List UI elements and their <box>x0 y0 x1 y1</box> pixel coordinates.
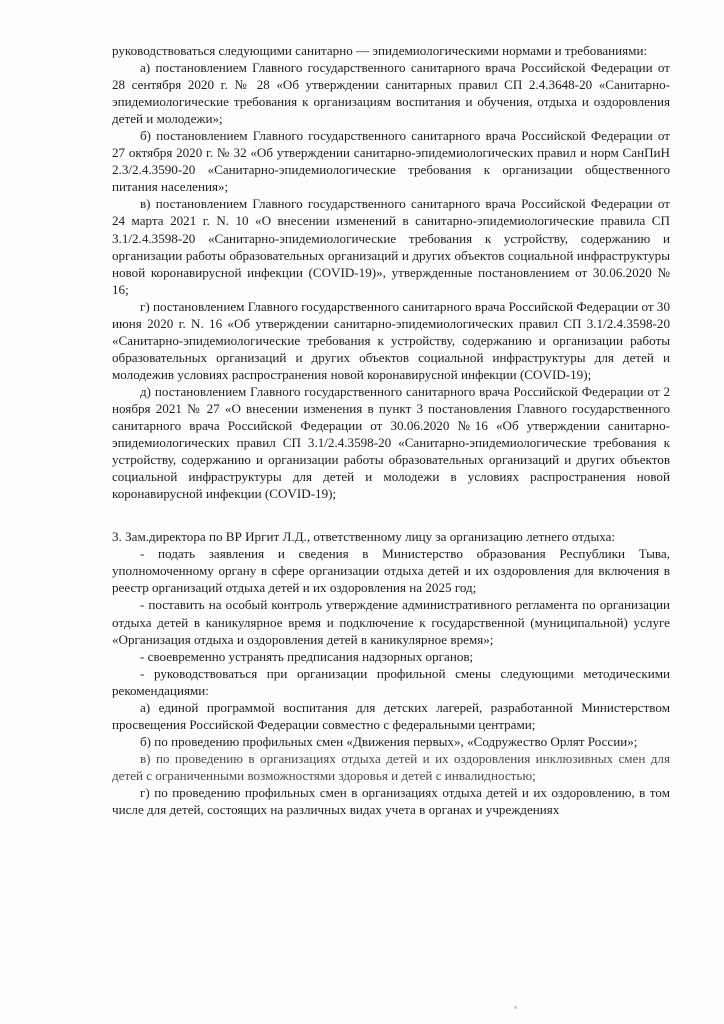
paragraph-intro: руководствоваться следующими санитарно — эпидемиологическими нормами и требованиями: <box>112 43 648 58</box>
item-fix-orders: - своевременно устранять предписания надзорных органов; <box>140 648 474 664</box>
paragraph-a: а) постановлением Главного государственного санитарного врача Российской Федерации от 28 сентября 2020 г. № 28 «Об утверждении санитарных правил СП 2.4.3648-20 «Санитарно-эпидемиологические требования к организациям воспитания и обучения, отдыха и оздоровления детей и молодежи»; <box>112 60 670 127</box>
guideline-b: б) по проведению профильных смен «Движения первых», «Содружество Орлят России»; <box>140 733 638 749</box>
paragraph-d: д) постановлением Главного государственного санитарного врача Российской Федерации от 2 ноября 2021 № 27 «О внесении изменения в пункт 3 постановления Главного государственного санитарного врача Российской Федерации от 30.06.2020 №16 «Об утверждении санитарно-эпидемиологических правил СП 3.1/2.4.3598-20 «Санитарно-эпидемиологические требования к устройству, содержанию и организации работы образовательных организаций и других объектов социальной инфраструктуры для детей и молодежи в условиях распространения новой коронавирусной инфекции (COVID-19); <box>112 383 670 502</box>
section-3-heading: 3. Зам.директора по ВР Иргит Л.Д., ответственному лицу за организацию летнего отдыха: <box>112 529 616 545</box>
paragraph-b: б) постановлением Главного государственного санитарного врача Российской Федерации от 27 октября 2020 г. № 32 «Об утверждении санитарно-эпидемиологических правил и норм СанПиН 2.3/2.4.3590-20 «Санитарно-эпидемиологические требования к организации общественного питания населения»; <box>112 128 670 195</box>
section-gap <box>112 502 670 528</box>
guideline-a: а) единой программой воспитания для детских лагерей, разработанной Министерством просвещения Российской Федерации совместно с федеральными центрами; <box>112 699 670 732</box>
guideline-v: в) по проведению в организациях отдыха детей и их оздоровления инклюзивных смен для детей с ограниченными возможностями здоровья и детей с инвалидностью; <box>112 750 670 783</box>
item-submit-applications: - подать заявления и сведения в Министерство образования Республики Тыва, уполномоченному органу в сфере организации отдыха детей и их оздоровления для включения в реестр организаций отдыха детей и их оздоровления на 2025 год; <box>112 546 670 596</box>
document-body <box>112 42 670 818</box>
paragraph-v: в) постановлением Главного государственного санитарного врача Российской Федерации от 24 марта 2021 г. N. 10 «О внесении изменений в санитарно-эпидемиологические правила СП 3.1/2.4.3598-20 «Санитарно-эпидемиологические требования к устройству, содержанию и организации работы образовательных организаций и других объектов социальной инфраструктуры новой коронавирусной инфекции (COVID-19)», утвержденные постановлением от 30.06.2020 № 16; <box>112 196 670 297</box>
paragraph-g: г) постановлением Главного государственного санитарного врача Российской Федерации от 30 июня 2020 г. N. 16 «Об утверждении санитарно-эпидемиологических правил СП 3.1/2.4.3598-20 «Санитарно-эпидемиологические требования к устройству, содержанию и организации работы образовательных организаций и других объектов социальной инфраструктуры для детей и молодежив условиях распространения новой коронавирусной инфекции (COVID-19); <box>112 298 670 382</box>
item-control-regulation: - поставить на особый контроль утверждение административного регламента по организации отдыха детей в каникулярное время и подключение к государственной (муниципальной) услуге «Организация отдыха и оздоровления детей в каникулярное время»; <box>112 597 670 647</box>
scan-speck <box>514 1006 517 1009</box>
item-guidelines: - руководствоваться при организации профильной смены следующими методическими рекомендациями: <box>112 665 670 698</box>
guideline-g: г) по проведению профильных смен в организациях отдыха детей и их оздоровлению, в том числе для детей, состоящих на различных видах учета в органах и учреждениях <box>112 784 670 818</box>
